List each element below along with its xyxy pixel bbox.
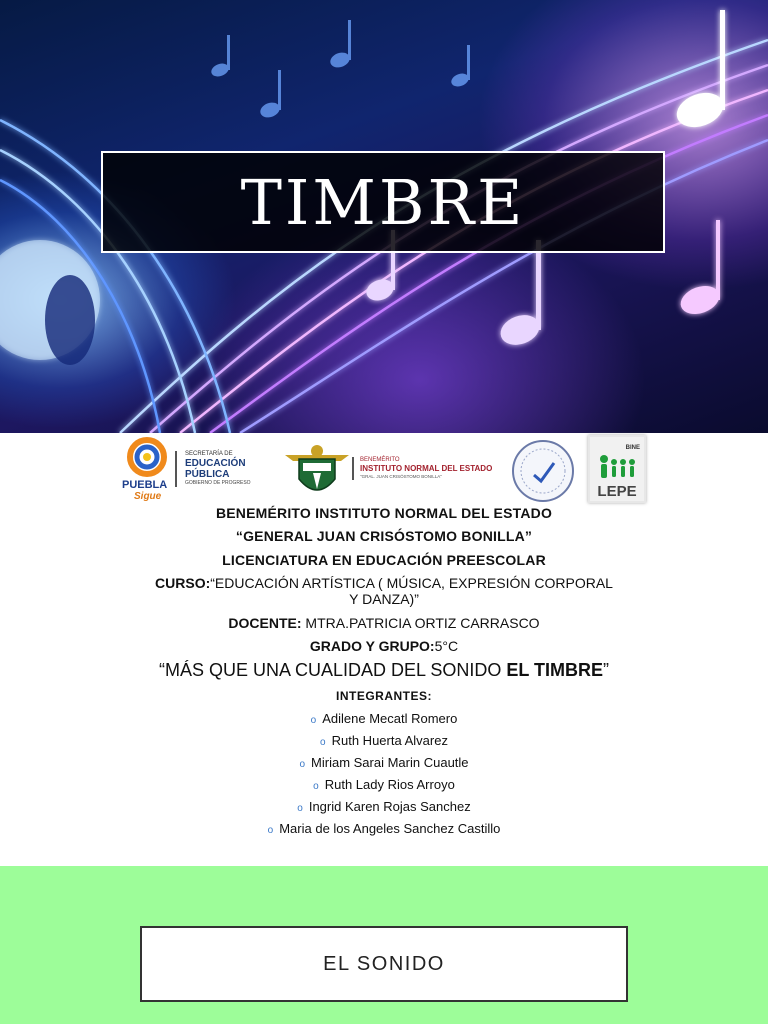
institute-logo-line1: BENEMÉRITO xyxy=(360,457,400,463)
puebla-logo-text: PUEBLA xyxy=(122,479,168,491)
section-title-box xyxy=(140,926,628,1002)
list-item xyxy=(0,796,768,818)
teacher-line xyxy=(0,615,768,631)
lepe-logo-top: BINE xyxy=(625,445,640,451)
bullet-icon: o xyxy=(297,803,303,814)
member-name: Maria de los Angeles Sanchez Castillo xyxy=(279,821,501,836)
quote-bold: EL TIMBRE xyxy=(506,660,604,680)
institute-shield-logo xyxy=(283,441,351,501)
course-value: “EDUCACIÓN ARTÍSTICA ( MÚSICA, EXPRESIÓN CORPORAL Y DANZA)” xyxy=(210,575,613,607)
lepe-logo-text: LEPE xyxy=(597,483,637,500)
section-title: EL SONIDO xyxy=(323,952,445,975)
sep-logo-line2: EDUCACIÓN PÚBLICA xyxy=(185,458,246,480)
subtitle-quote xyxy=(0,660,768,681)
member-name: Ingrid Karen Rojas Sanchez xyxy=(308,799,471,814)
shield-icon xyxy=(283,441,351,501)
bullet-icon: o xyxy=(299,759,306,770)
member-name: Adilene Mecatl Romero xyxy=(322,711,458,726)
course-label: CURSO: xyxy=(155,575,211,591)
bullet-icon: o xyxy=(313,781,319,792)
certification-seal-icon xyxy=(508,439,578,503)
section-band xyxy=(0,866,768,1024)
sep-logo-line3: GOBIERNO DE PROGRESO xyxy=(185,480,251,486)
teacher-label: DOCENTE: xyxy=(228,615,302,631)
grade-label: GRADO Y GRUPO: xyxy=(309,638,435,654)
quote-start: “MÁS QUE UNA CUALIDAD DEL SONIDO xyxy=(158,660,507,680)
bullet-icon: o xyxy=(267,825,274,836)
iqs-certification-seal xyxy=(508,439,578,503)
list-item xyxy=(0,818,768,840)
lepe-logo xyxy=(588,435,646,503)
list-item xyxy=(0,774,768,796)
institution-line: BENEMÉRITO INSTITUTO NORMAL DEL ESTADO xyxy=(215,505,553,521)
grade-line xyxy=(0,638,768,654)
member-name: Ruth Lady Rios Arroyo xyxy=(324,777,455,792)
member-name: Miriam Sarai Marin Cuautle xyxy=(311,755,469,770)
members-list xyxy=(0,708,768,840)
teacher-value: MTRA.PATRICIA ORTIZ CARRASCO xyxy=(301,615,540,631)
sep-logo-line1: SECRETARÍA DE xyxy=(185,451,233,457)
page-title: TIMBRE xyxy=(240,165,526,239)
puebla-logo xyxy=(122,435,172,505)
puebla-swirl-icon xyxy=(122,435,172,479)
hero-banner xyxy=(0,0,768,433)
institute-logo-line2: INSTITUTO NORMAL DEL ESTADO xyxy=(360,464,493,473)
grade-value: 5°C xyxy=(434,638,459,654)
members-title: INTEGRANTES: xyxy=(336,689,432,703)
list-item xyxy=(0,752,768,774)
institute-logo-text xyxy=(352,457,505,480)
quote-end: ” xyxy=(603,660,610,680)
institute-logo-line3: "GRAL. JUAN CRISÓSTOMO BONILLA" xyxy=(360,474,442,479)
people-icon xyxy=(592,453,646,481)
bullet-icon: o xyxy=(310,715,317,726)
member-name: Ruth Huerta Alvarez xyxy=(331,733,448,748)
list-item xyxy=(0,730,768,752)
bullet-icon: o xyxy=(320,737,326,748)
sep-logo xyxy=(175,451,285,487)
institution-name-line: “GENERAL JUAN CRISÓSTOMO BONILLA” xyxy=(235,528,533,544)
list-item xyxy=(0,708,768,730)
title-box xyxy=(101,151,665,253)
logo-strip xyxy=(0,433,768,505)
puebla-logo-tagline: Sigue xyxy=(134,491,162,502)
course-line xyxy=(150,575,618,607)
degree-line: LICENCIATURA EN EDUCACIÓN PREESCOLAR xyxy=(222,552,546,568)
